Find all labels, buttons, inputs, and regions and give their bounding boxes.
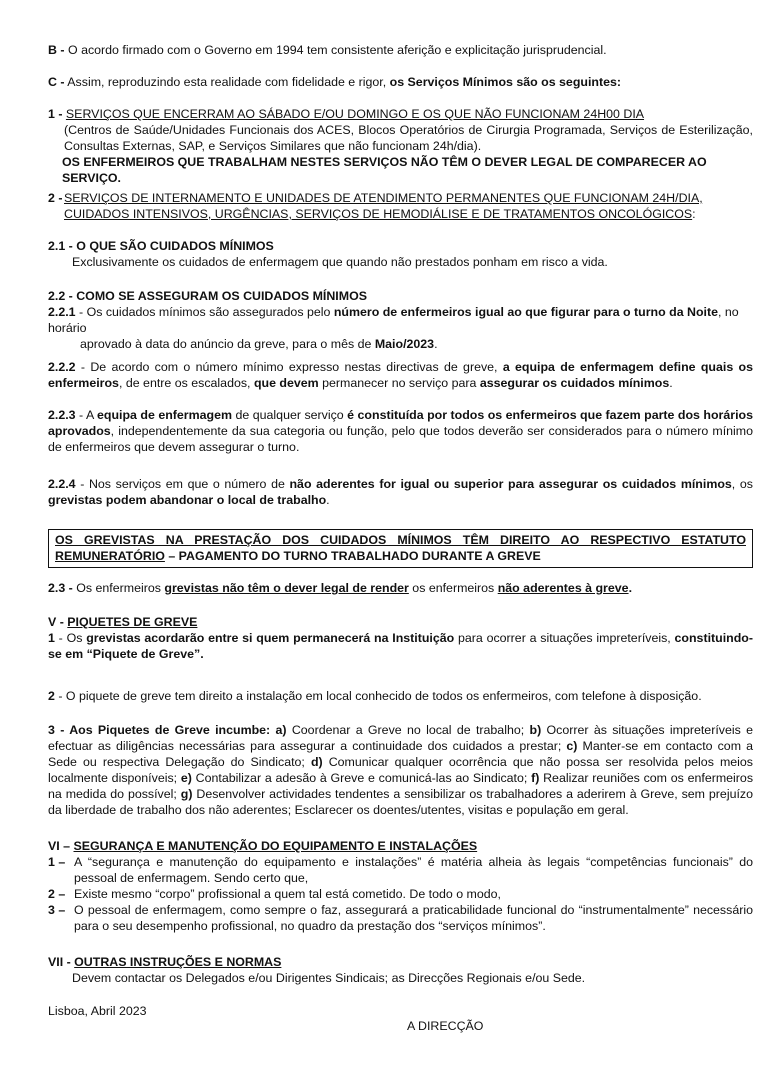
section-2-2 <box>48 288 753 352</box>
section-v-heading: V - PIQUETES DE GREVE <box>48 615 198 629</box>
section-2-2-heading: 2.2 - COMO SE ASSEGURAM OS CUIDADOS MÍNIMOS <box>48 289 367 303</box>
paragraph-2-2-4: 2.2.4 - Nos serviços em que o número de não aderentes for igual ou superior para assegurar os cuidados mínimos, os grevistas podem abandonar o local de trabalho. <box>48 477 753 507</box>
section-vii-heading: VII - OUTRAS INSTRUÇÕES E NORMAS <box>48 955 282 969</box>
section-v <box>48 614 753 662</box>
section-vi-item-2: 2 – Existe mesmo “corpo” profissional a quem tal está cometido. De todo o modo, <box>48 887 501 901</box>
section-vii <box>48 954 753 986</box>
remuneration-notice-box: OS GREVISTAS NA PRESTAÇÃO DOS CUIDADOS MÍNIMOS TÊM DIREITO AO RESPECTIVO ESTATUTO REMUNERATÓRIO – PAGAMENTO DO TURNO TRABALHADO DURANTE A GREVE <box>48 529 753 568</box>
paragraph-2-2-2: 2.2.2 - De acordo com o número mínimo expresso nestas directivas de greve, a equipa de enfermagem define quais os enfermeiros, de entre os escalados, que devem permanecer no serviço para assegurar os cuidados mínimos. <box>48 360 753 390</box>
section-1 <box>48 106 753 186</box>
section-1-title: 1 - SERVIÇOS QUE ENCERRAM AO SÁBADO E/OU DOMINGO E OS QUE NÃO FUNCIONAM 24H00 DIA <box>48 107 645 121</box>
section-c-text: C - Assim, reproduzindo esta realidade com fidelidade e rigor, os Serviços Mínimos são os seguintes: <box>48 75 622 89</box>
section-vii-text: Devem contactar os Delegados e/ou Dirigentes Sindicais; as Direcções Regionais e/ou Sede. <box>72 971 586 985</box>
section-1-description: (Centros de Saúde/Unidades Funcionais dos ACES, Blocos Operatórios de Cirurgia Programada, Serviços de Esterilização, Consultas Externas, SAP, e Serviços Similares que não funcionam 24h/dia). <box>64 123 753 153</box>
signature: A DIRECÇÃO <box>407 1019 484 1033</box>
paragraph-2-2-1-cont: aprovado à data do anúncio da greve, para o mês de Maio/2023. <box>80 337 438 351</box>
section-vi-heading: VI – SEGURANÇA E MANUTENÇÃO DO EQUIPAMENTO E INSTALAÇÕES <box>48 839 478 853</box>
paragraph-2-2-3: 2.2.3 - A equipa de enfermagem de qualquer serviço é constituída por todos os enfermeiros que fazem parte dos horários aprovados, independentemente da sua categoria ou função, pelo que todos deverão ser considerados para o número mínimo de enfermeiros que devem assegurar o turno. <box>48 408 753 454</box>
section-vi <box>48 838 753 934</box>
section-v-item-2: 2 - O piquete de greve tem direito a instalação em local conhecido de todos os enfermeiros, com telefone à disposição. <box>48 689 702 703</box>
section-2-title: 2 - SERVIÇOS DE INTERNAMENTO E UNIDADES DE ATENDIMENTO PERMANENTES QUE FUNCIONAM 24H/DIA, CUIDADOS INTENSIVOS, URGÊNCIAS, SERVIÇOS DE HEMODIÁLISE E DE TRATAMENTOS ONCOLÓGICOS: <box>48 191 703 221</box>
section-2-1 <box>48 238 753 270</box>
section-2 <box>48 190 753 222</box>
section-2-1-text: Exclusivamente os cuidados de enfermagem que quando não prestados ponham em risco a vida. <box>72 255 608 269</box>
section-v-item-3: 3 - Aos Piquetes de Greve incumbe: a) Coordenar a Greve no local de trabalho; b) Ocorrer às situações impreteríveis e efectuar as diligências necessárias para assegurar a continuidade dos cuidados a prestar; c) Manter-se em contacto com a Sede ou respectiva Delegação do Sindicato; d) Comunicar qualquer ocorrência que não possa ser resolvida pelos meios localmente disponíveis; e) Contabilizar a adesão à Greve e comunicá-las ao Sindicato; f) Realizar reuniões com os enfermeiros na medida do possível; g) Desenvolver actividades tendentes a sensibilizar os trabalhadores a aderirem à Greve, sem prejuízo da liberdade de trabalho dos não aderentes; Esclarecer os doentes/utentes, visitas e população em geral. <box>48 723 754 817</box>
section-2-3: 2.3 - Os enfermeiros grevistas não têm o dever legal de render os enfermeiros não aderentes à greve. <box>48 581 633 595</box>
section-b <box>48 42 753 58</box>
section-vi-item-1: 1 – A “segurança e manutenção do equipamento e instalações” é matéria alheia às legais “competências funcionais” do pessoal de enfermagem. Sendo certo que, <box>48 855 753 885</box>
section-vi-item-3: 3 – O pessoal de enfermagem, como sempre o faz, assegurará a praticabilidade funcional do “instrumentalmente” necessário para o seu desempenho profissional, no quadro da prestação dos “serviços mínimos”. <box>48 903 753 933</box>
section-v-item-1: 1 - Os grevistas acordarão entre si quem permanecerá na Instituição para ocorrer a situações impreteríveis, constituindo-se em “Piquete de Greve”. <box>48 631 753 661</box>
section-b-text: B - O acordo firmado com o Governo em 1994 tem consistente aferição e explicitação jurisprudencial. <box>48 43 607 57</box>
place-date: Lisboa, Abril 2023 <box>48 1004 147 1018</box>
section-c <box>48 74 753 90</box>
paragraph-2-2-1: 2.2.1 - Os cuidados mínimos são assegurados pelo número de enfermeiros igual ao que figurar para o turno da Noite, no horário <box>48 305 739 335</box>
section-2-1-heading: 2.1 - O QUE SÃO CUIDADOS MÍNIMOS <box>48 239 274 253</box>
section-1-note: OS ENFERMEIROS QUE TRABALHAM NESTES SERVIÇOS NÃO TÊM O DEVER LEGAL DE COMPARECER AO SERVIÇO. <box>62 155 707 185</box>
